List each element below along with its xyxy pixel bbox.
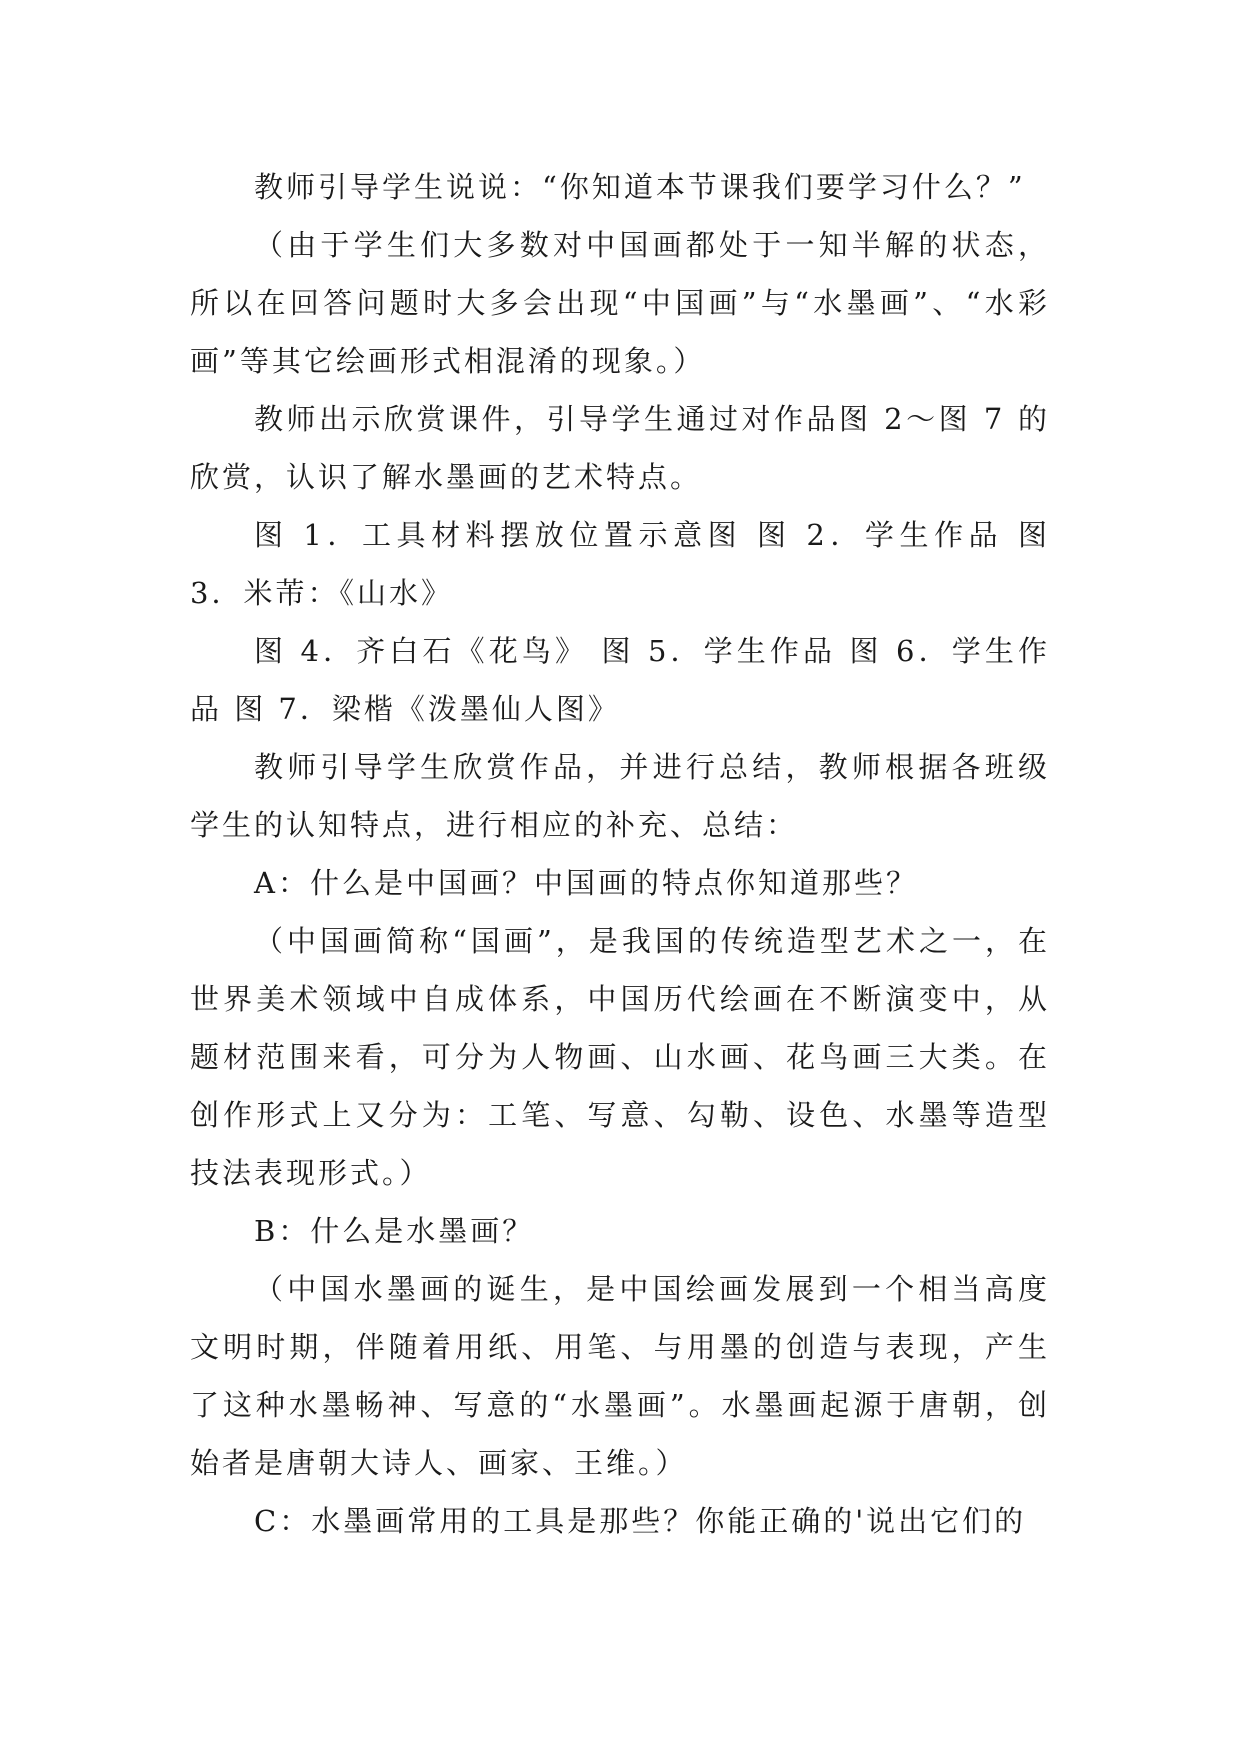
paragraph-intro-question: 教师引导学生说说：“你知道本节课我们要学习什么？” (254, 170, 1026, 204)
question-b: B：什么是水墨画？ (254, 1214, 535, 1248)
paragraph-teacher-summary: 教师引导学生欣赏作品，并进行总结，教师根据各班级学生的认知特点，进行相应的补充、总结： (190, 750, 1050, 842)
question-c: C：水墨画常用的工具是那些？你能正确的'说出它们的 (254, 1504, 1027, 1538)
paragraph-student-confusion: （由于学生们大多数对中国画都处于一知半解的状态，所以在回答问题时大多会出现“中国画”与“水墨画”、“水彩画”等其它绘画形式相混淆的现象。） (190, 228, 1050, 378)
document-body (190, 158, 1050, 1550)
paragraph-figure-captions-2: 图 4．齐白石《花鸟》 图 5．学生作品 图 6．学生作品 图 7．梁楷《泼墨仙人图》 (190, 634, 1050, 726)
question-a: A：什么是中国画？中国画的特点你知道那些？ (254, 866, 918, 900)
paragraph-show-courseware: 教师出示欣赏课件，引导学生通过对作品图 2～图 7 的欣赏，认识了解水墨画的艺术特点。 (190, 402, 1050, 494)
answer-a: （中国画简称“国画”，是我国的传统造型艺术之一，在世界美术领域中自成体系，中国历代绘画在不断演变中，从题材范围来看，可分为人物画、山水画、花鸟画三大类。在创作形式上又分为：工笔、写意、勾勒、设色、水墨等造型技法表现形式。） (190, 924, 1050, 1190)
answer-b: （中国水墨画的诞生，是中国绘画发展到一个相当高度文明时期，伴随着用纸、用笔、与用墨的创造与表现，产生了这种水墨畅神、写意的“水墨画”。水墨画起源于唐朝，创始者是唐朝大诗人、画家、王维。） (190, 1272, 1050, 1480)
paragraph-figure-captions-1: 图 1．工具材料摆放位置示意图 图 2．学生作品 图 3．米芾：《山水》 (190, 518, 1050, 610)
